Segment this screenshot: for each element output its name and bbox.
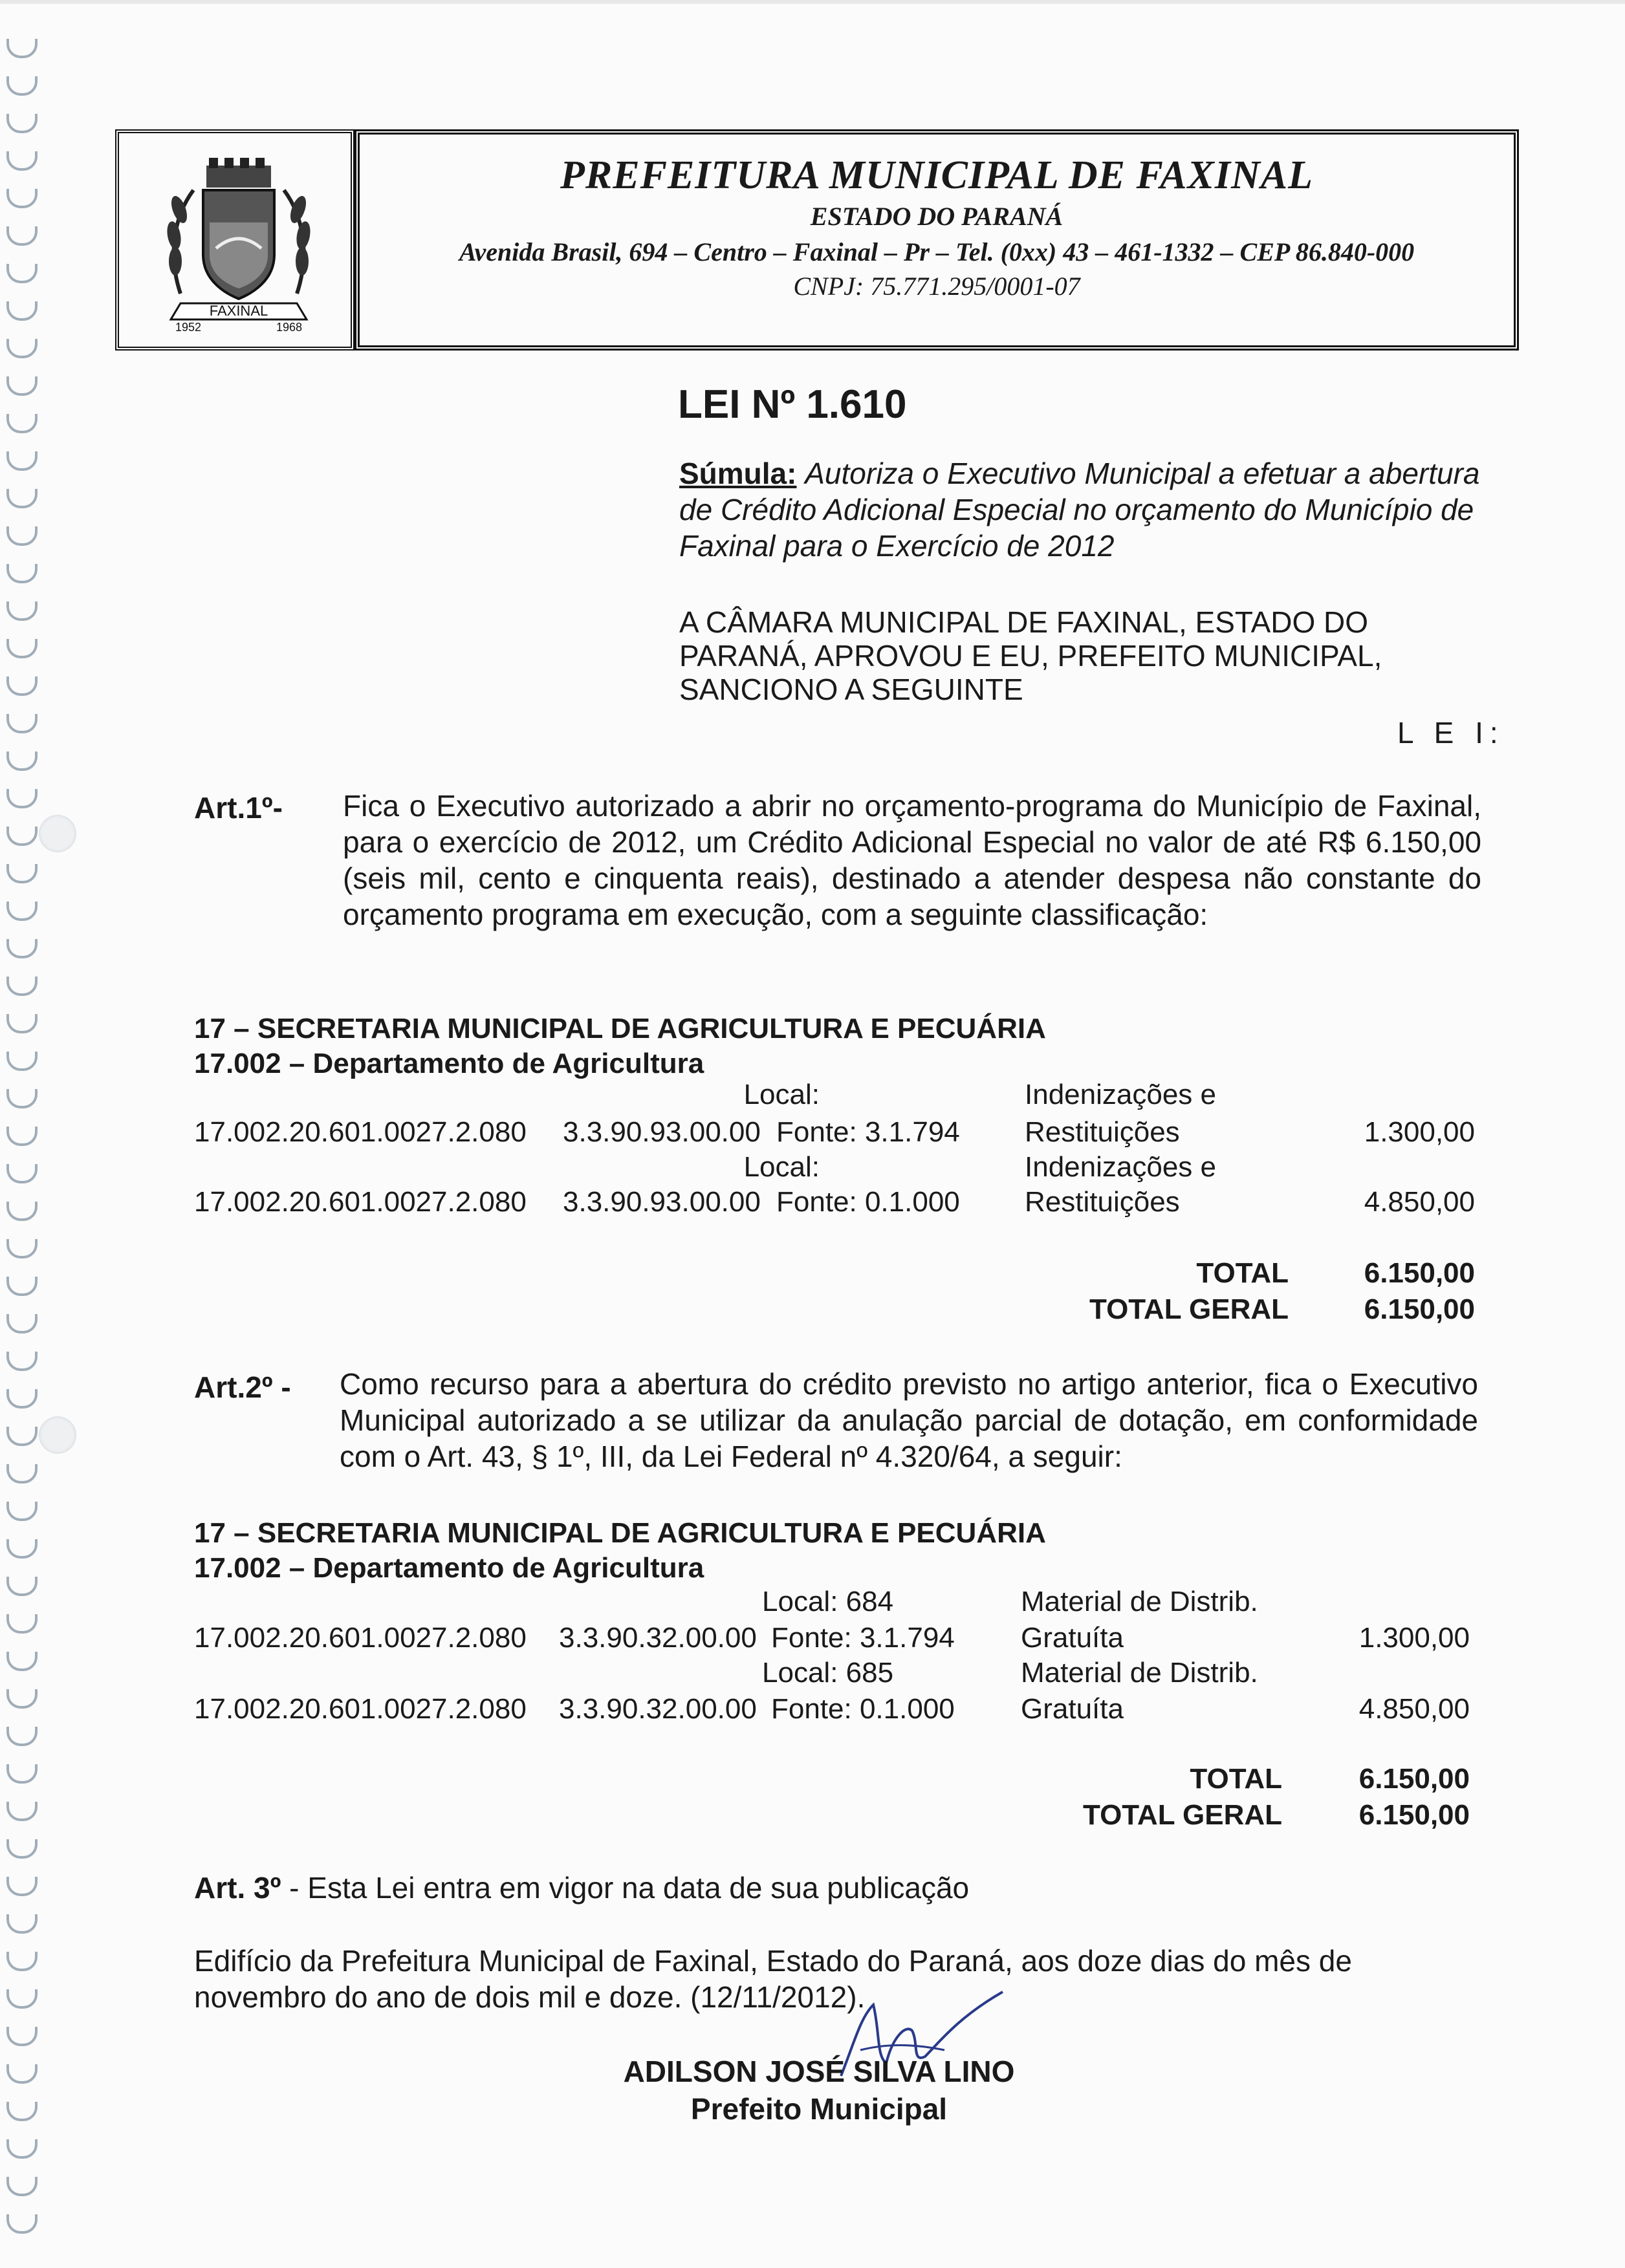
- art2-row1-desc1: Material de Distrib.: [1021, 1586, 1258, 1617]
- binding-ring: [6, 1802, 38, 1821]
- binding-ring: [6, 939, 38, 958]
- binding-ring: [6, 1689, 38, 1709]
- cnpj-line: CNPJ: 75.771.295/0001-07: [793, 272, 1080, 301]
- art2-row2-code: 17.002.20.601.0027.2.080: [194, 1693, 527, 1725]
- binding-ring: [6, 1877, 38, 1896]
- art1-secretaria: 17 – SECRETARIA MUNICIPAL DE AGRICULTURA E PECUÁRIA: [194, 1013, 1046, 1044]
- art2-total: 6.150,00: [1358, 1763, 1470, 1795]
- binding-ring: [6, 1839, 38, 1859]
- binding-ring: [6, 864, 38, 883]
- binding-ring: [6, 226, 38, 246]
- art3-text: - Esta Lei entra em vigor na data de sua publicação: [289, 1871, 970, 1905]
- preamble: A CÂMARA MUNICIPAL DE FAXINAL, ESTADO DO PARANÁ, APROVOU E EU, PREFEITO MUNICIPAL, SANCIONO A SEGUINTE: [679, 605, 1382, 706]
- svg-text:1968: 1968: [276, 321, 303, 332]
- mayor-role: Prefeito Municipal: [690, 2092, 948, 2126]
- binding-ring: [6, 676, 38, 696]
- coat-of-arms-frame: [115, 129, 354, 351]
- binding-ring: [6, 151, 38, 171]
- art1-row1-fonte: Fonte: 3.1.794: [776, 1116, 960, 1148]
- binding-ring: [6, 1427, 38, 1446]
- binding-ring: [6, 1052, 38, 1071]
- binding-ring: [6, 2027, 38, 2046]
- page-top-edge: [0, 0, 1625, 4]
- binding-ring: [6, 39, 38, 58]
- binding-ring: [6, 714, 38, 733]
- binding-ring: [6, 189, 38, 208]
- summary-text: Autoriza o Executivo Municipal a efetuar a abertura de Crédito Adicional Especial no orçamento do Município de Faxinal para o Exercício de 2012: [679, 457, 1480, 563]
- binding-ring: [6, 376, 38, 396]
- art1-row1-code: 17.002.20.601.0027.2.080: [194, 1116, 527, 1148]
- binding-ring: [6, 1127, 38, 1146]
- binding-ring: [6, 1164, 38, 1183]
- art2-row1-element: 3.3.90.32.00.00: [559, 1622, 757, 1654]
- art2-total-geral-label: TOTAL GERAL: [1083, 1799, 1282, 1831]
- binding-ring: [6, 639, 38, 658]
- art3: [194, 1870, 969, 1905]
- binding-ring: [6, 1577, 38, 1596]
- art2-total-geral: 6.150,00: [1358, 1799, 1470, 1831]
- law-title: LEI Nº 1.610: [678, 382, 907, 427]
- binding-ring: [6, 826, 38, 846]
- binding-ring: [6, 1502, 38, 1521]
- binding-ring: [6, 301, 38, 321]
- art2-row2-fonte: Fonte: 0.1.000: [771, 1693, 955, 1725]
- binding-ring: [6, 977, 38, 996]
- binding-ring: [6, 526, 38, 546]
- binding-ring: [6, 2139, 38, 2159]
- binding-ring: [6, 1314, 38, 1334]
- binding-ring: [6, 1464, 38, 1484]
- org-name: PREFEITURA MUNICIPAL DE FAXINAL: [560, 153, 1313, 197]
- art1-row2-fonte: Fonte: 0.1.000: [776, 1186, 960, 1218]
- art1-text: Fica o Executivo autorizado a abrir no orçamento-programa do Município de Faxinal, para o exercício de 2012, um Crédito Adicional Especial no valor de até R$ 6.150,00 (seis mil, cento e cinquenta reais), destinado a atender despesa não constante do orçamento programa em execução, com a seguinte classificação:: [343, 789, 1481, 931]
- letterhead-title-box: [354, 129, 1519, 351]
- binding-ring: [6, 2177, 38, 2196]
- art1-row2-code: 17.002.20.601.0027.2.080: [194, 1186, 527, 1218]
- art1-row1-local: Local:: [743, 1079, 820, 1110]
- binding-ring: [6, 1652, 38, 1671]
- binding-ring: [6, 1389, 38, 1409]
- art2-row1-value: 1.300,00: [1358, 1622, 1470, 1654]
- art2-total-label: TOTAL: [1190, 1763, 1282, 1795]
- svg-text:1952: 1952: [175, 321, 202, 332]
- art2-row1-fonte: Fonte: 3.1.794: [771, 1622, 955, 1654]
- lei-heading: L E I:: [1397, 716, 1505, 750]
- art1-row1-value: 1.300,00: [1364, 1116, 1475, 1148]
- binding-ring: [6, 902, 38, 921]
- binding-ring: [6, 1089, 38, 1108]
- summary-label: Súmula:: [679, 457, 797, 490]
- art2-row1-code: 17.002.20.601.0027.2.080: [194, 1622, 527, 1654]
- art2-row1-local: Local: 684: [762, 1586, 894, 1617]
- art1-row1-element: 3.3.90.93.00.00: [563, 1116, 761, 1148]
- binding-ring: [6, 1014, 38, 1033]
- art1-departamento: 17.002 – Departamento de Agricultura: [194, 1048, 704, 1079]
- art2-row2-local: Local: 685: [762, 1657, 894, 1689]
- binding-ring: [6, 1539, 38, 1559]
- punch-hole: [39, 815, 76, 852]
- art1-row2-value: 4.850,00: [1364, 1186, 1475, 1218]
- art1-total: 6.150,00: [1364, 1257, 1475, 1289]
- art3-label: Art. 3º: [194, 1871, 281, 1905]
- art1-row1-desc2: Restituições: [1025, 1116, 1180, 1148]
- binding-ring: [6, 1764, 38, 1784]
- art1-row2-local: Local:: [743, 1151, 820, 1183]
- punch-hole: [39, 1416, 76, 1454]
- binding-ring: [6, 1914, 38, 1934]
- spiral-binding: [0, 0, 71, 2268]
- art1-total-geral: 6.150,00: [1364, 1293, 1475, 1325]
- binding-ring: [6, 789, 38, 808]
- art1-row2-element: 3.3.90.93.00.00: [563, 1186, 761, 1218]
- binding-ring: [6, 1952, 38, 1971]
- art1-total-geral-label: TOTAL GERAL: [1089, 1293, 1289, 1325]
- art2-row2-desc1: Material de Distrib.: [1021, 1657, 1258, 1689]
- art2-label: Art.2º -: [194, 1370, 291, 1404]
- binding-ring: [6, 751, 38, 771]
- binding-ring: [6, 1989, 38, 2009]
- binding-ring: [6, 601, 38, 621]
- binding-ring: [6, 1277, 38, 1296]
- art2-departamento: 17.002 – Departamento de Agricultura: [194, 1552, 704, 1584]
- art2-secretaria: 17 – SECRETARIA MUNICIPAL DE AGRICULTURA E PECUÁRIA: [194, 1517, 1046, 1549]
- closing-text: Edifício da Prefeitura Municipal de Faxinal, Estado do Paraná, aos doze dias do mês de novembro do ano de dois mil e doze. (12/11/2012).: [194, 1944, 1352, 2014]
- art1-total-label: TOTAL: [1196, 1257, 1289, 1289]
- binding-ring: [6, 76, 38, 96]
- binding-ring: [6, 1352, 38, 1371]
- letterhead: [115, 129, 1519, 351]
- binding-ring: [6, 489, 38, 508]
- binding-ring: [6, 264, 38, 283]
- binding-ring: [6, 114, 38, 133]
- address-line: Avenida Brasil, 694 – Centro – Faxinal – Pr – Tel. (0xx) 43 – 461-1332 – CEP 86.840-000: [459, 237, 1415, 266]
- art2-row2-element: 3.3.90.32.00.00: [559, 1693, 757, 1725]
- summary: [679, 455, 1481, 564]
- binding-ring: [6, 1614, 38, 1634]
- art1-label: Art.1º-: [194, 791, 283, 825]
- art2-row2-value: 4.850,00: [1358, 1693, 1470, 1725]
- art1-row2-desc1: Indenizações e: [1025, 1151, 1216, 1183]
- binding-ring: [6, 339, 38, 358]
- art2-text: Como recurso para a abertura do crédito previsto no artigo anterior, fica o Executivo Municipal autorizado a se utilizar da anulação parcial de dotação, em conformidade com o Art. 43, § 1º, III, da Lei Federal nº 4.320/64, a seguir:: [340, 1367, 1478, 1473]
- binding-ring: [6, 2214, 38, 2234]
- state-name: ESTADO DO PARANÁ: [810, 202, 1063, 231]
- art1-row1-desc1: Indenizações e: [1025, 1079, 1216, 1110]
- mayor-name: ADILSON JOSÉ SILVA LINO: [623, 2055, 1015, 2088]
- binding-ring: [6, 564, 38, 583]
- binding-ring: [6, 1727, 38, 1746]
- art2-row1-desc2: Gratuíta: [1021, 1622, 1124, 1654]
- binding-ring: [6, 451, 38, 471]
- svg-text:FAXINAL: FAXINAL: [209, 303, 268, 319]
- binding-ring: [6, 1202, 38, 1221]
- art2-row2-desc2: Gratuíta: [1021, 1693, 1124, 1725]
- art1-row2-desc2: Restituições: [1025, 1186, 1180, 1218]
- binding-ring: [6, 414, 38, 433]
- binding-ring: [6, 1239, 38, 1258]
- coat-of-arms-icon: [155, 151, 323, 332]
